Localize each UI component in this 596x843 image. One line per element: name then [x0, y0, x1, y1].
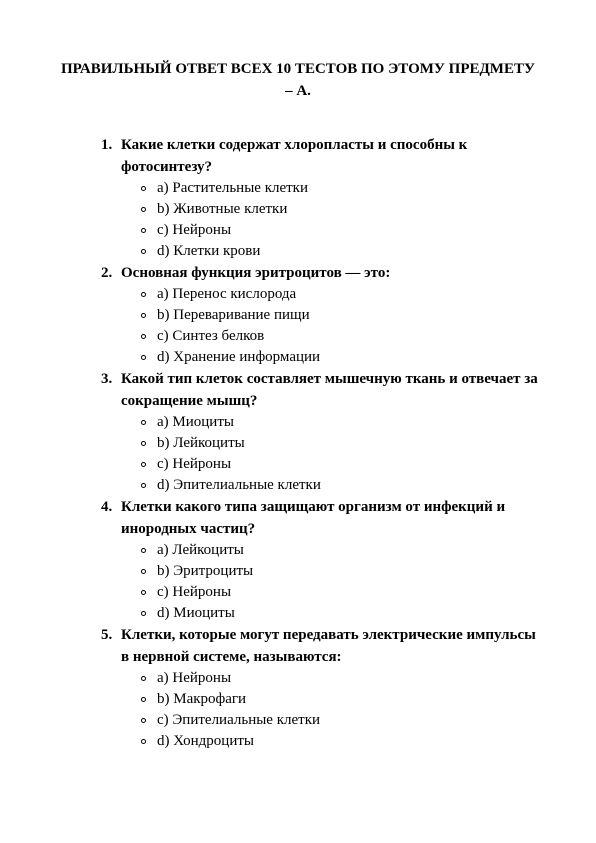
option-item — [0, 284, 596, 305]
option-list — [0, 178, 596, 262]
document-title: ПРАВИЛЬНЫЙ ОТВЕТ ВСЕХ 10 ТЕСТОВ ПО ЭТОМУ ПРЕДМЕТУ – А. — [61, 61, 535, 99]
option-item — [0, 668, 596, 689]
circle-bullet-icon — [141, 228, 146, 233]
option-text: a) Перенос кислорода — [157, 286, 297, 302]
circle-bullet-icon — [141, 420, 146, 425]
option-text: b) Лейкоциты — [157, 435, 245, 451]
circle-bullet-icon — [141, 186, 146, 191]
option-item — [0, 540, 596, 561]
circle-bullet-icon — [141, 483, 146, 488]
option-text: d) Хранение информации — [157, 349, 321, 365]
option-item — [0, 305, 596, 326]
circle-bullet-icon — [141, 313, 146, 318]
circle-bullet-icon — [141, 611, 146, 616]
question-4 — [0, 496, 596, 624]
question-number: 4. — [101, 499, 113, 515]
question-number: 1. — [101, 137, 113, 153]
option-item — [0, 412, 596, 433]
circle-bullet-icon — [141, 569, 146, 574]
circle-bullet-icon — [141, 462, 146, 467]
circle-bullet-icon — [141, 739, 146, 744]
option-item — [0, 603, 596, 624]
option-item — [0, 561, 596, 582]
option-item — [0, 454, 596, 475]
option-item — [0, 326, 596, 347]
question-3 — [0, 368, 596, 496]
circle-bullet-icon — [141, 292, 146, 297]
option-text: a) Растительные клетки — [157, 180, 308, 196]
option-item — [0, 710, 596, 731]
question-text: Клетки какого типа защищают организм от инфекций и инородных частиц? — [121, 499, 506, 537]
circle-bullet-icon — [141, 676, 146, 681]
option-list — [0, 284, 596, 368]
option-text: c) Синтез белков — [157, 328, 265, 344]
circle-bullet-icon — [141, 207, 146, 212]
circle-bullet-icon — [141, 441, 146, 446]
option-text: b) Эритроциты — [157, 563, 254, 579]
option-list — [0, 540, 596, 624]
option-item — [0, 731, 596, 752]
question-number: 3. — [101, 371, 113, 387]
option-text: c) Нейроны — [157, 456, 232, 472]
circle-bullet-icon — [141, 334, 146, 339]
option-text: a) Лейкоциты — [157, 542, 244, 558]
question-text: Какие клетки содержат хлоропласты и способны к фотосинтезу? — [121, 137, 468, 175]
option-item — [0, 241, 596, 262]
option-item — [0, 475, 596, 496]
circle-bullet-icon — [141, 590, 146, 595]
question-text: Какой тип клеток составляет мышечную ткань и отвечает за сокращение мышц? — [121, 371, 538, 409]
option-text: c) Нейроны — [157, 222, 232, 238]
option-item — [0, 689, 596, 710]
option-text: a) Миоциты — [157, 414, 234, 430]
question-text: Основная функция эритроцитов — это: — [121, 265, 391, 281]
circle-bullet-icon — [141, 249, 146, 254]
option-text: b) Переваривание пищи — [157, 307, 310, 323]
option-item — [0, 582, 596, 603]
option-item — [0, 433, 596, 454]
question-5 — [0, 624, 596, 752]
question-list — [0, 134, 596, 752]
option-text: b) Макрофаги — [157, 691, 247, 707]
question-2 — [0, 262, 596, 368]
option-item — [0, 199, 596, 220]
circle-bullet-icon — [141, 718, 146, 723]
option-text: b) Животные клетки — [157, 201, 288, 217]
option-list — [0, 668, 596, 752]
question-1 — [0, 134, 596, 262]
option-text: a) Нейроны — [157, 670, 232, 686]
option-text: d) Клетки крови — [157, 243, 261, 259]
option-text: d) Эпителиальные клетки — [157, 477, 321, 493]
option-text: c) Эпителиальные клетки — [157, 712, 321, 728]
option-text: d) Миоциты — [157, 605, 235, 621]
question-number: 5. — [101, 627, 113, 643]
question-number: 2. — [101, 265, 113, 281]
circle-bullet-icon — [141, 697, 146, 702]
circle-bullet-icon — [141, 355, 146, 360]
option-item — [0, 178, 596, 199]
option-text: d) Хондроциты — [157, 733, 254, 749]
option-item — [0, 220, 596, 241]
question-text: Клетки, которые могут передавать электрические импульсы в нервной системе, называются: — [121, 627, 536, 665]
circle-bullet-icon — [141, 548, 146, 553]
option-list — [0, 412, 596, 496]
option-item — [0, 347, 596, 368]
option-text: c) Нейроны — [157, 584, 232, 600]
